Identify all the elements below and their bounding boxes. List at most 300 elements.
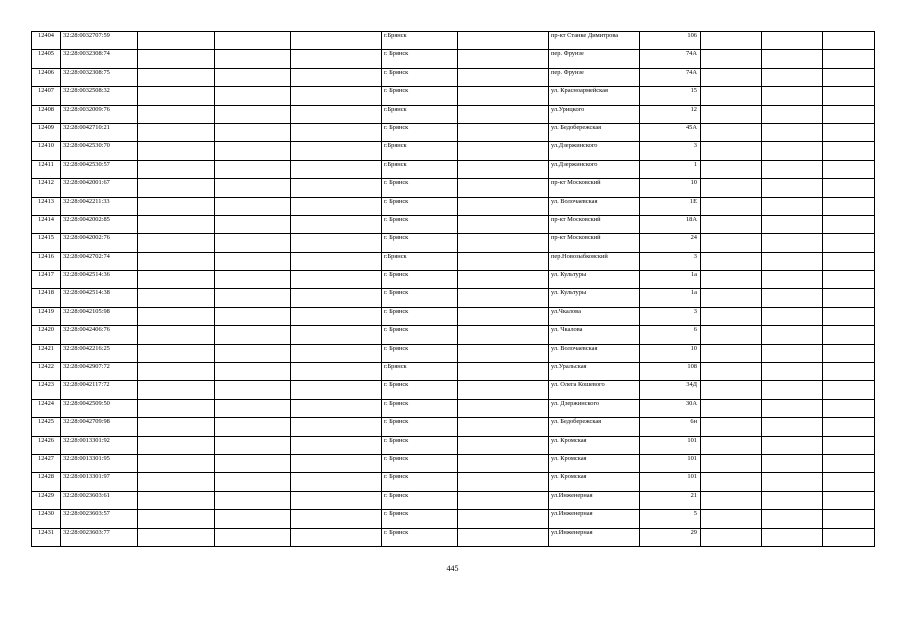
empty-cell <box>291 179 382 197</box>
empty-cell <box>291 105 382 123</box>
empty-cell <box>762 473 823 491</box>
empty-cell <box>762 160 823 178</box>
empty-cell <box>458 436 549 454</box>
empty-cell <box>823 179 875 197</box>
empty-cell <box>762 344 823 362</box>
empty-cell <box>458 252 549 270</box>
house-number-cell: 18А <box>640 215 701 233</box>
empty-cell <box>823 418 875 436</box>
empty-cell <box>291 363 382 381</box>
empty-cell <box>215 473 291 491</box>
empty-cell <box>215 197 291 215</box>
table-row <box>32 528 875 546</box>
empty-cell <box>701 363 762 381</box>
street-cell: пер.Новозыбковский <box>549 252 640 270</box>
record-number-cell: 12406 <box>32 68 61 86</box>
empty-cell <box>823 234 875 252</box>
empty-cell <box>215 418 291 436</box>
empty-cell <box>291 68 382 86</box>
street-cell: ул. Бедобережская <box>549 123 640 141</box>
record-number-cell: 12426 <box>32 436 61 454</box>
table-row <box>32 326 875 344</box>
cadastral-number-cell: 32:28:0042530:70 <box>61 142 138 160</box>
empty-cell <box>458 418 549 436</box>
record-number-cell: 12429 <box>32 491 61 509</box>
city-cell: г. Брянск <box>382 510 458 528</box>
empty-cell <box>762 289 823 307</box>
empty-cell <box>823 381 875 399</box>
empty-cell <box>458 197 549 215</box>
empty-cell <box>138 326 215 344</box>
empty-cell <box>138 50 215 68</box>
cadastral-number-cell: 32:28:0042002:85 <box>61 215 138 233</box>
empty-cell <box>215 326 291 344</box>
empty-cell <box>701 252 762 270</box>
empty-cell <box>458 399 549 417</box>
city-cell: г. Брянск <box>382 491 458 509</box>
empty-cell <box>215 87 291 105</box>
empty-cell <box>762 528 823 546</box>
record-number-cell: 12415 <box>32 234 61 252</box>
city-cell: г.Брянск <box>382 105 458 123</box>
empty-cell <box>291 234 382 252</box>
empty-cell <box>458 326 549 344</box>
table-row <box>32 344 875 362</box>
empty-cell <box>458 510 549 528</box>
city-cell: г. Брянск <box>382 271 458 289</box>
street-cell: ул.Чкалова <box>549 307 640 325</box>
empty-cell <box>701 179 762 197</box>
street-cell: ул.Инженерная <box>549 528 640 546</box>
cadastral-number-cell: 32:28:0042530:57 <box>61 160 138 178</box>
empty-cell <box>138 528 215 546</box>
empty-cell <box>138 381 215 399</box>
table-row <box>32 32 875 50</box>
empty-cell <box>701 436 762 454</box>
empty-cell <box>762 179 823 197</box>
table-row <box>32 197 875 215</box>
empty-cell <box>701 289 762 307</box>
city-cell: г. Брянск <box>382 87 458 105</box>
empty-cell <box>823 510 875 528</box>
table-row <box>32 491 875 509</box>
empty-cell <box>215 399 291 417</box>
street-cell: ул. Дзержинского <box>549 399 640 417</box>
cadastral-number-cell: 32:28:0042702:74 <box>61 252 138 270</box>
empty-cell <box>138 473 215 491</box>
street-cell: ул. Кромская <box>549 436 640 454</box>
empty-cell <box>291 381 382 399</box>
cadastral-number-cell: 32:28:0023603:77 <box>61 528 138 546</box>
empty-cell <box>823 399 875 417</box>
cadastral-number-cell: 32:28:0032707:59 <box>61 32 138 50</box>
empty-cell <box>138 142 215 160</box>
table-row <box>32 381 875 399</box>
empty-cell <box>823 160 875 178</box>
record-number-cell: 12409 <box>32 123 61 141</box>
empty-cell <box>138 87 215 105</box>
empty-cell <box>291 252 382 270</box>
cadastral-number-cell: 32:28:0042710:21 <box>61 123 138 141</box>
street-cell: ул. Культуры <box>549 271 640 289</box>
house-number-cell: 106 <box>640 32 701 50</box>
table-row <box>32 215 875 233</box>
house-number-cell: 21 <box>640 491 701 509</box>
empty-cell <box>762 510 823 528</box>
city-cell: г.Брянск <box>382 32 458 50</box>
house-number-cell: 1 <box>640 160 701 178</box>
cadastral-number-cell: 32:28:0042406:76 <box>61 326 138 344</box>
house-number-cell: 15 <box>640 87 701 105</box>
empty-cell <box>762 197 823 215</box>
empty-cell <box>291 510 382 528</box>
empty-cell <box>458 363 549 381</box>
city-cell: г. Брянск <box>382 381 458 399</box>
empty-cell <box>138 271 215 289</box>
house-number-cell: 108 <box>640 363 701 381</box>
empty-cell <box>762 363 823 381</box>
empty-cell <box>458 123 549 141</box>
empty-cell <box>138 418 215 436</box>
empty-cell <box>701 50 762 68</box>
empty-cell <box>823 142 875 160</box>
empty-cell <box>458 215 549 233</box>
empty-cell <box>823 326 875 344</box>
empty-cell <box>138 436 215 454</box>
empty-cell <box>291 123 382 141</box>
cadastral-number-cell: 32:28:0032308:75 <box>61 68 138 86</box>
empty-cell <box>823 215 875 233</box>
house-number-cell: 1а <box>640 271 701 289</box>
city-cell: г. Брянск <box>382 418 458 436</box>
empty-cell <box>458 307 549 325</box>
empty-cell <box>701 473 762 491</box>
empty-cell <box>215 123 291 141</box>
city-cell: г.Брянск <box>382 363 458 381</box>
city-cell: г. Брянск <box>382 50 458 68</box>
cadastral-number-cell: 32:28:0042002:76 <box>61 234 138 252</box>
empty-cell <box>458 50 549 68</box>
house-number-cell: 1Е <box>640 197 701 215</box>
city-cell: г.Брянск <box>382 252 458 270</box>
empty-cell <box>458 160 549 178</box>
cadastral-number-cell: 32:28:0042117:72 <box>61 381 138 399</box>
empty-cell <box>458 87 549 105</box>
house-number-cell: 34Д <box>640 381 701 399</box>
table-row <box>32 179 875 197</box>
street-cell: ул. Кромская <box>549 454 640 472</box>
empty-cell <box>215 344 291 362</box>
table-row <box>32 399 875 417</box>
record-number-cell: 12425 <box>32 418 61 436</box>
empty-cell <box>215 307 291 325</box>
city-cell: г. Брянск <box>382 289 458 307</box>
empty-cell <box>138 289 215 307</box>
empty-cell <box>762 252 823 270</box>
empty-cell <box>701 87 762 105</box>
empty-cell <box>701 344 762 362</box>
table-row <box>32 307 875 325</box>
city-cell: г. Брянск <box>382 179 458 197</box>
registry-table <box>31 31 875 547</box>
empty-cell <box>762 491 823 509</box>
record-number-cell: 12422 <box>32 363 61 381</box>
empty-cell <box>215 142 291 160</box>
street-cell: ул. Волочаевская <box>549 197 640 215</box>
empty-cell <box>701 399 762 417</box>
city-cell: г. Брянск <box>382 399 458 417</box>
house-number-cell: 3 <box>640 142 701 160</box>
cadastral-number-cell: 32:28:0042216:25 <box>61 344 138 362</box>
empty-cell <box>762 123 823 141</box>
empty-cell <box>701 68 762 86</box>
empty-cell <box>215 179 291 197</box>
empty-cell <box>458 473 549 491</box>
empty-cell <box>291 399 382 417</box>
empty-cell <box>823 105 875 123</box>
empty-cell <box>291 491 382 509</box>
empty-cell <box>823 32 875 50</box>
empty-cell <box>215 105 291 123</box>
empty-cell <box>458 142 549 160</box>
empty-cell <box>458 68 549 86</box>
empty-cell <box>823 68 875 86</box>
record-number-cell: 12413 <box>32 197 61 215</box>
empty-cell <box>138 123 215 141</box>
table-row <box>32 271 875 289</box>
empty-cell <box>762 326 823 344</box>
record-number-cell: 12428 <box>32 473 61 491</box>
cadastral-number-cell: 32:28:0042211:33 <box>61 197 138 215</box>
empty-cell <box>762 215 823 233</box>
empty-cell <box>823 123 875 141</box>
street-cell: пр-кт Станке Димитрова <box>549 32 640 50</box>
empty-cell <box>701 454 762 472</box>
table-row <box>32 105 875 123</box>
empty-cell <box>701 528 762 546</box>
house-number-cell: 10 <box>640 179 701 197</box>
empty-cell <box>138 234 215 252</box>
house-number-cell: 6н <box>640 418 701 436</box>
record-number-cell: 12405 <box>32 50 61 68</box>
empty-cell <box>215 491 291 509</box>
empty-cell <box>823 436 875 454</box>
table-row <box>32 289 875 307</box>
empty-cell <box>291 528 382 546</box>
empty-cell <box>291 271 382 289</box>
street-cell: ул.Уральская <box>549 363 640 381</box>
empty-cell <box>458 32 549 50</box>
city-cell: г. Брянск <box>382 473 458 491</box>
cadastral-number-cell: 32:28:0013301:97 <box>61 473 138 491</box>
record-number-cell: 12423 <box>32 381 61 399</box>
table-row <box>32 142 875 160</box>
empty-cell <box>701 197 762 215</box>
empty-cell <box>458 491 549 509</box>
empty-cell <box>823 363 875 381</box>
cadastral-number-cell: 32:28:0042001:67 <box>61 179 138 197</box>
empty-cell <box>762 142 823 160</box>
empty-cell <box>291 418 382 436</box>
street-cell: ул.Урицкого <box>549 105 640 123</box>
house-number-cell: 10 <box>640 344 701 362</box>
empty-cell <box>138 179 215 197</box>
street-cell: ул. Красноармейская <box>549 87 640 105</box>
cadastral-number-cell: 32:28:0023603:57 <box>61 510 138 528</box>
empty-cell <box>138 510 215 528</box>
record-number-cell: 12420 <box>32 326 61 344</box>
city-cell: г.Брянск <box>382 142 458 160</box>
empty-cell <box>215 215 291 233</box>
empty-cell <box>215 436 291 454</box>
street-cell: пер. Фрунзе <box>549 50 640 68</box>
record-number-cell: 12404 <box>32 32 61 50</box>
street-cell: ул. Волочаевская <box>549 344 640 362</box>
empty-cell <box>458 179 549 197</box>
empty-cell <box>291 197 382 215</box>
empty-cell <box>823 491 875 509</box>
empty-cell <box>701 32 762 50</box>
cadastral-number-cell: 32:28:0042509:50 <box>61 399 138 417</box>
empty-cell <box>823 454 875 472</box>
empty-cell <box>823 473 875 491</box>
empty-cell <box>701 326 762 344</box>
empty-cell <box>215 50 291 68</box>
empty-cell <box>762 234 823 252</box>
cadastral-number-cell: 32:28:0042709:98 <box>61 418 138 436</box>
street-cell: ул.Дзержинского <box>549 142 640 160</box>
empty-cell <box>762 454 823 472</box>
cadastral-number-cell: 32:28:0013301:92 <box>61 436 138 454</box>
record-number-cell: 12427 <box>32 454 61 472</box>
house-number-cell: 3 <box>640 252 701 270</box>
empty-cell <box>701 160 762 178</box>
empty-cell <box>701 491 762 509</box>
house-number-cell: 3 <box>640 307 701 325</box>
record-number-cell: 12410 <box>32 142 61 160</box>
street-cell: пр-кт Московский <box>549 215 640 233</box>
street-cell: ул.Инженерная <box>549 491 640 509</box>
empty-cell <box>823 87 875 105</box>
table-row <box>32 454 875 472</box>
empty-cell <box>138 252 215 270</box>
empty-cell <box>701 381 762 399</box>
record-number-cell: 12416 <box>32 252 61 270</box>
cadastral-number-cell: 32:28:0042907:72 <box>61 363 138 381</box>
empty-cell <box>701 307 762 325</box>
empty-cell <box>291 344 382 362</box>
cadastral-number-cell: 32:28:0042514:36 <box>61 271 138 289</box>
empty-cell <box>291 436 382 454</box>
empty-cell <box>291 289 382 307</box>
record-number-cell: 12417 <box>32 271 61 289</box>
empty-cell <box>762 381 823 399</box>
empty-cell <box>762 105 823 123</box>
empty-cell <box>215 271 291 289</box>
table-row <box>32 123 875 141</box>
street-cell: ул.Инженерная <box>549 510 640 528</box>
empty-cell <box>138 68 215 86</box>
house-number-cell: 74А <box>640 50 701 68</box>
house-number-cell: 5 <box>640 510 701 528</box>
page-number: 445 <box>446 564 459 573</box>
empty-cell <box>701 510 762 528</box>
street-cell: пр-кт Московский <box>549 179 640 197</box>
empty-cell <box>762 271 823 289</box>
empty-cell <box>701 271 762 289</box>
street-cell: пр-кт Московский <box>549 234 640 252</box>
table-row <box>32 252 875 270</box>
table-row <box>32 418 875 436</box>
empty-cell <box>762 68 823 86</box>
empty-cell <box>458 271 549 289</box>
table-row <box>32 473 875 491</box>
record-number-cell: 12431 <box>32 528 61 546</box>
empty-cell <box>823 307 875 325</box>
empty-cell <box>762 418 823 436</box>
city-cell: г.Брянск <box>382 160 458 178</box>
empty-cell <box>762 436 823 454</box>
record-number-cell: 12414 <box>32 215 61 233</box>
empty-cell <box>138 363 215 381</box>
empty-cell <box>458 528 549 546</box>
empty-cell <box>291 87 382 105</box>
empty-cell <box>215 510 291 528</box>
empty-cell <box>458 454 549 472</box>
house-number-cell: 12 <box>640 105 701 123</box>
cadastral-number-cell: 32:28:0042105:98 <box>61 307 138 325</box>
record-number-cell: 12419 <box>32 307 61 325</box>
cadastral-number-cell: 32:28:0023603:61 <box>61 491 138 509</box>
city-cell: г. Брянск <box>382 454 458 472</box>
empty-cell <box>762 307 823 325</box>
table-row <box>32 510 875 528</box>
empty-cell <box>138 344 215 362</box>
table-row <box>32 234 875 252</box>
empty-cell <box>823 528 875 546</box>
house-number-cell: 101 <box>640 454 701 472</box>
empty-cell <box>458 105 549 123</box>
empty-cell <box>215 68 291 86</box>
empty-cell <box>138 215 215 233</box>
city-cell: г. Брянск <box>382 234 458 252</box>
street-cell: ул.Дзержинского <box>549 160 640 178</box>
cadastral-number-cell: 32:28:0032308:74 <box>61 50 138 68</box>
empty-cell <box>701 234 762 252</box>
empty-cell <box>215 234 291 252</box>
table-row <box>32 68 875 86</box>
empty-cell <box>215 381 291 399</box>
empty-cell <box>291 160 382 178</box>
record-number-cell: 12421 <box>32 344 61 362</box>
city-cell: г. Брянск <box>382 215 458 233</box>
table-row <box>32 363 875 381</box>
empty-cell <box>762 50 823 68</box>
table-row <box>32 436 875 454</box>
empty-cell <box>138 160 215 178</box>
house-number-cell: 6 <box>640 326 701 344</box>
table-body <box>32 32 875 547</box>
empty-cell <box>701 142 762 160</box>
house-number-cell: 29 <box>640 528 701 546</box>
city-cell: г. Брянск <box>382 436 458 454</box>
street-cell: ул. Кромская <box>549 473 640 491</box>
empty-cell <box>138 491 215 509</box>
empty-cell <box>138 454 215 472</box>
empty-cell <box>701 418 762 436</box>
empty-cell <box>458 344 549 362</box>
empty-cell <box>762 87 823 105</box>
